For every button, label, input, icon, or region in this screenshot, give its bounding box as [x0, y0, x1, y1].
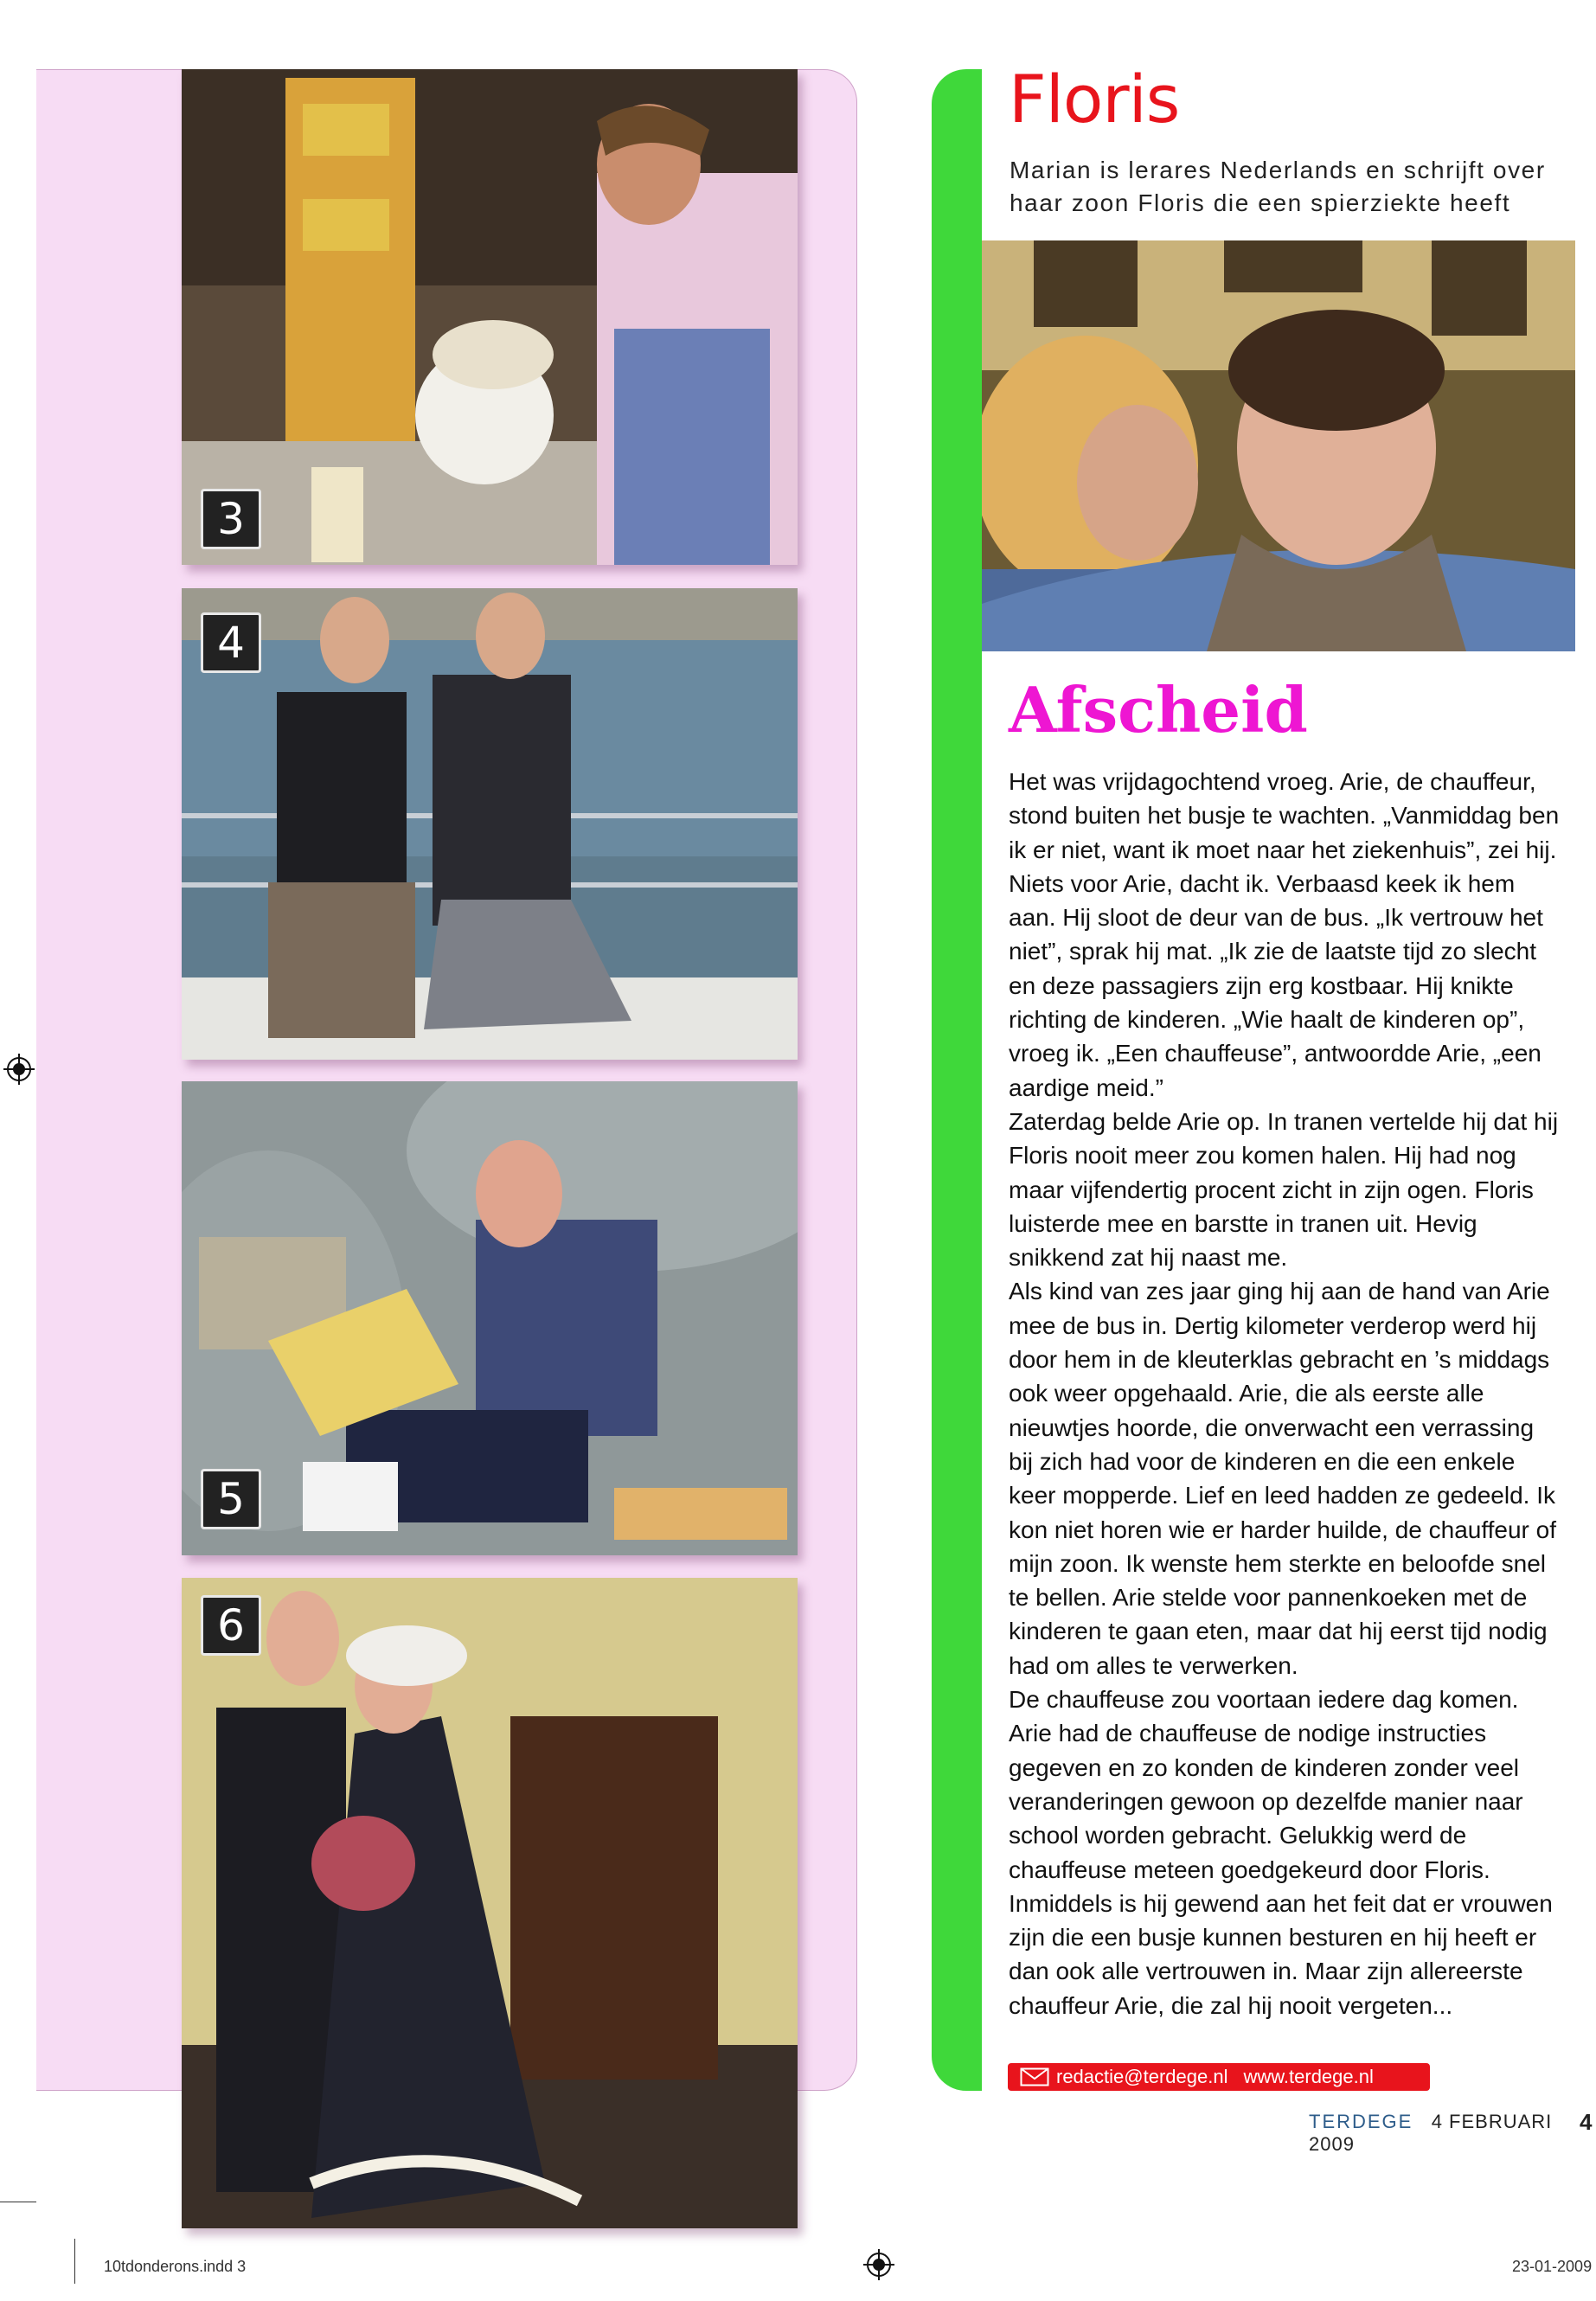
- photo-couple-on-boat: [182, 588, 798, 1060]
- photo-woman-kneading-dough: [182, 69, 798, 565]
- photo-wedding-couple: [182, 1578, 798, 2228]
- article-body: [1009, 765, 1562, 2022]
- slug-filename: 10tdonderons.indd 3: [104, 2258, 247, 2275]
- column-intro: Marian is lerares Nederlands en schrijft over haar zoon Floris die een spierziekte heeft: [1010, 157, 1546, 216]
- article-paragraph: Inmiddels is hij gewend aan het feit dat er vrouwen zijn die een busje kunnen besturen en hij heeft er dan ook alle vertrouwen in. Maar zijn allereerste chauffeur Arie, die zal hij nooit vergeten...: [1009, 1889, 1553, 2019]
- article-heading: Afscheid: [1009, 673, 1308, 747]
- photo-boy-reading-on-sofa: [182, 1081, 798, 1555]
- mother-and-son-photo: [982, 240, 1575, 651]
- registration-mark-icon: [863, 2249, 894, 2280]
- photo-number-badge: 3: [201, 489, 261, 549]
- column-accent-bar: [932, 69, 982, 2091]
- envelope-icon: [1020, 2067, 1049, 2086]
- contact-website-link[interactable]: www.terdege.nl: [1243, 2066, 1374, 2087]
- article-paragraph: Als kind van zes jaar ging hij aan de hand van Arie mee de bus in. Dertig kilometer verderop werd hij door hem in de kleuterklas gebracht en ’s middags ook weer opgehaald. Arie, die als eerste alle nieuwtjes hoorde, die onverwacht een verrassing bij zich had voor de kinderen en die een enkele keer mopperde. Lief en leed hadden ze gedeeld. Ik kon niet horen wie er harder huilde, de chauffeur of mijn zoon. Ik wenste hem sterkte en beloofde snel te bellen. Arie stelde voor pannenkoeken met de kinderen te gaan eten, maar dat hij eerst tijd nodig had om alles te verwerken.: [1009, 1278, 1557, 1679]
- column-title: Floris: [1009, 61, 1180, 138]
- article-paragraph: Het was vrijdagochtend vroeg. Arie, de chauffeur, stond buiten het busje te wachten. „Vanmiddag ben ik er niet, want ik moet naar het ziekenhuis”, zei hij. Niets voor Arie, dacht ik. Verbaasd keek ik hem aan. Hij sloot de deur van de bus. „Ik vertrouw het niet”, sprak hij mat. „Ik zie de laatste tijd zo slecht en deze passagiers zijn erg kostbaar. Hij knikte richting de kinderen. „Wie haalt de kinderen op”, vroeg ik. „Een chauffeuse”, antwoordde Arie, „een aardige meid.”: [1009, 768, 1560, 1101]
- photo-number-badge: 5: [201, 1469, 261, 1529]
- photo-number-badge: 6: [201, 1595, 261, 1656]
- page-number: 4: [1580, 2109, 1593, 2135]
- contact-bar: [1008, 2063, 1430, 2091]
- photo-number-badge: 4: [201, 612, 261, 673]
- registration-mark-icon: [3, 1054, 35, 1085]
- footer-date: 4 FEBRUARI 2009: [1309, 2111, 1553, 2155]
- footer-magazine-name: TERDEGE: [1309, 2111, 1413, 2132]
- contact-email-link[interactable]: redactie@terdege.nl: [1056, 2066, 1228, 2087]
- article-paragraph: De chauffeuse zou voortaan iedere dag komen. Arie had de chauffeuse de nodige instructies gegeven en zo konden de kinderen zonder veel veranderingen gewoon op dezelfde manier naar school worden gebracht. Gelukkig werd de chauffeuse meteen goedgekeurd door Floris.: [1009, 1686, 1523, 1883]
- article-paragraph: Zaterdag belde Arie op. In tranen vertelde hij dat hij Floris nooit meer zou komen halen. Hij had nog maar vijfendertig procent zicht in zijn ogen. Floris luisterde mee en barstte in tranen uit. Hevig snikkend zat hij naast me.: [1009, 1107, 1559, 1272]
- crop-mark: [74, 2239, 75, 2284]
- page-footer: [1309, 2111, 1596, 2156]
- slug-date: 23-01-2009: [1512, 2258, 1593, 2275]
